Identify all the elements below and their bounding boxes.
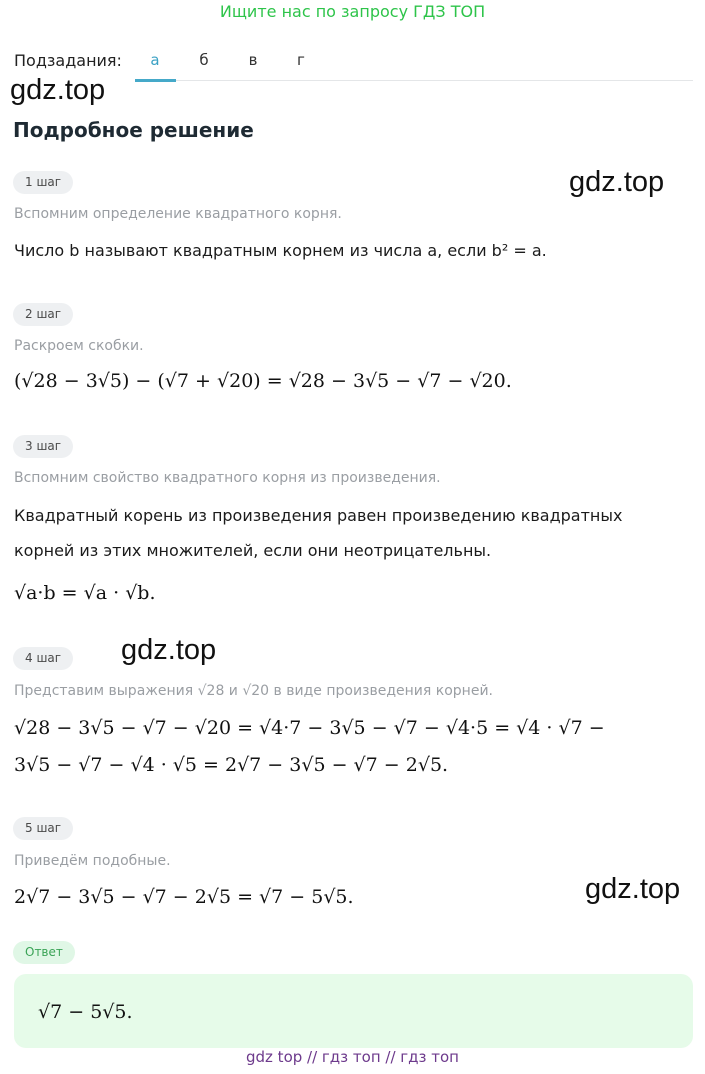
step-math-5: 2√7 − 3√5 − √7 − 2√5 = √7 − 5√5. [14, 886, 354, 908]
footer-links: gdz top // гдз топ // гдз топ [246, 1048, 459, 1066]
step-badge-5: 5 шаг [13, 817, 73, 840]
tabs-divider [135, 80, 693, 81]
step-hint-1: Вспомним определение квадратного корня. [14, 206, 342, 222]
step-hint-2: Раскроем скобки. [14, 338, 144, 354]
step-hint-4: Представим выражения √28 и √20 в виде произведения корней. [14, 683, 493, 699]
tab-g[interactable]: г [297, 51, 305, 69]
step-math-2: (√28 − 3√5) − (√7 + √20) = √28 − 3√5 − √7 − √20. [14, 370, 512, 392]
tab-a[interactable]: а [150, 51, 160, 69]
watermark: gdz.top [569, 166, 665, 198]
answer-value: √7 − 5√5. [38, 1001, 133, 1023]
step-math-4-line2: 3√5 − √7 − √4 · √5 = 2√7 − 3√5 − √7 − 2√5. [14, 754, 449, 776]
step-badge-1: 1 шаг [13, 171, 73, 194]
step-math-3: √a·b = √a · √b. [14, 582, 156, 604]
step-hint-5: Приведём подобные. [14, 853, 171, 869]
tab-v[interactable]: в [248, 51, 258, 69]
step-badge-4: 4 шаг [13, 647, 73, 670]
page-title: Подробное решение [13, 118, 254, 142]
answer-badge: Ответ [13, 941, 75, 964]
active-tab-indicator [135, 79, 176, 82]
step-hint-3: Вспомним свойство квадратного корня из произведения. [14, 470, 441, 486]
step-math-4-line1: √28 − 3√5 − √7 − √20 = √4·7 − 3√5 − √7 − √4·5 = √4 · √7 − [14, 717, 605, 739]
watermark: gdz.top [121, 634, 217, 666]
step-body-3-line2: корней из этих множителей, если они неотрицательны. [14, 541, 492, 560]
search-banner: Ищите нас по запросу ГДЗ ТОП [219, 2, 486, 21]
watermark: gdz.top [10, 74, 106, 106]
step-badge-3: 3 шаг [13, 435, 73, 458]
step-badge-2: 2 шаг [13, 303, 73, 326]
step-body-3-line1: Квадратный корень из произведения равен произведению квадратных [14, 506, 623, 525]
watermark: gdz.top [585, 873, 681, 905]
step-body-1: Число b называют квадратным корнем из числа a, если b² = a. [14, 241, 547, 260]
tab-b[interactable]: б [199, 51, 209, 69]
subtasks-label: Подзадания: [14, 51, 122, 70]
